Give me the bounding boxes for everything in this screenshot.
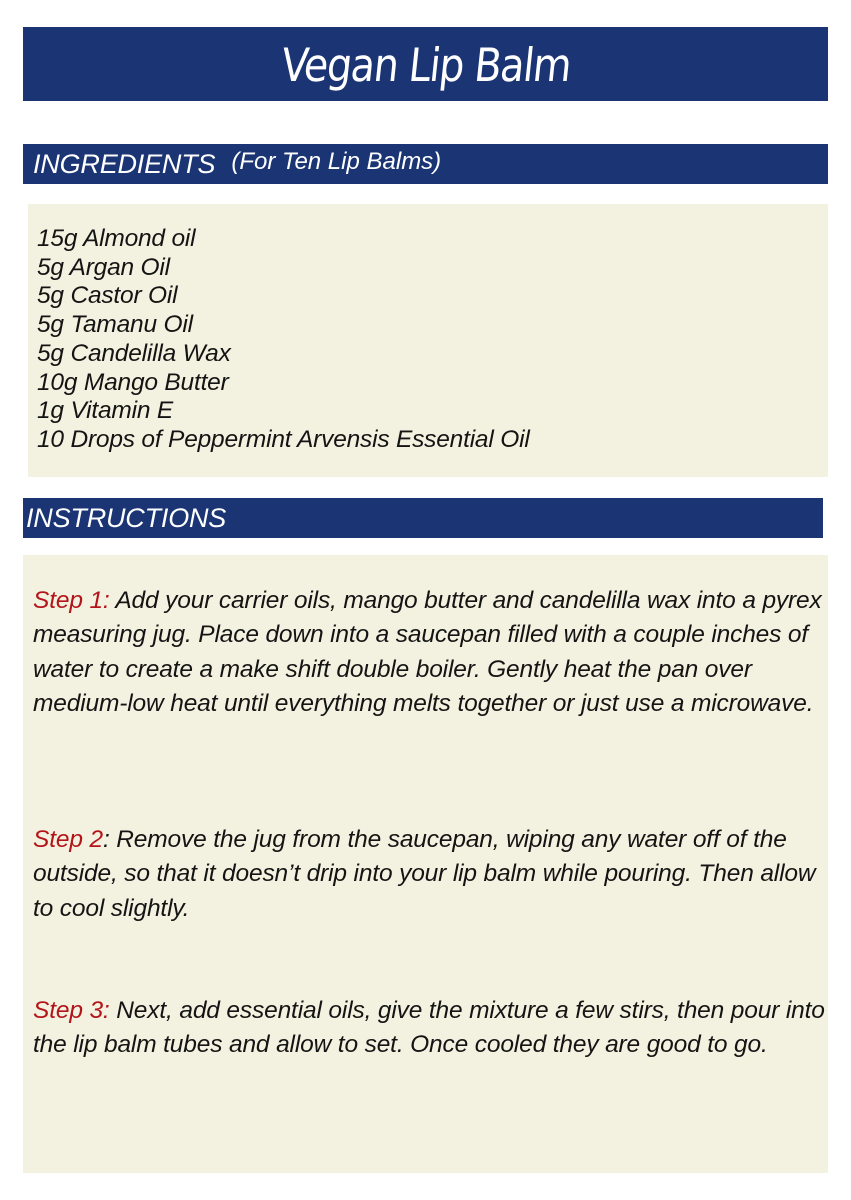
ingredient-item: 5g Castor Oil <box>37 282 178 310</box>
ingredients-panel <box>28 204 828 477</box>
step-2-text: : Remove the jug from the saucepan, wiping any water off of the outside, so that it doesn’t drip into your lip balm while pouring. Then allow to cool slightly. <box>33 826 816 922</box>
step-2-label: Step 2 <box>33 826 103 853</box>
instruction-step-3 <box>33 994 833 1063</box>
title-banner <box>23 27 828 101</box>
instructions-panel <box>23 555 828 1173</box>
ingredient-item: 15g Almond oil <box>37 225 196 252</box>
ingredient-list <box>37 225 530 455</box>
ingredient-item: 5g Argan Oil <box>37 253 170 281</box>
ingredient-item: 10 Drops of Peppermint Arvensis Essential Oil <box>37 425 530 453</box>
step-3-label: Step 3: <box>33 997 110 1024</box>
ingredients-heading: INGREDIENTS <box>33 148 216 179</box>
ingredient-item: 5g Tamanu Oil <box>37 311 193 339</box>
step-3-text: Next, add essential oils, give the mixture a few stirs, then pour into the lip balm tubes and allow to set. Once cooled they are good to go. <box>33 997 825 1059</box>
page-title: Vegan Lip Balm <box>278 38 573 92</box>
ingredient-item: 10g Mango Butter <box>37 368 229 396</box>
step-1-label: Step 1: <box>33 587 110 614</box>
instruction-step-2 <box>33 823 833 926</box>
step-1-text: Add your carrier oils, mango butter and candelilla wax into a pyrex measuring jug. Place down into a saucepan filled with a couple inches of water to create a make shift double boiler. Gently heat the pan over medium-low heat until everything melts together or just use a microwave. <box>33 587 822 717</box>
instruction-step-1 <box>33 584 833 721</box>
ingredients-header <box>23 144 828 184</box>
instructions-header <box>23 498 823 538</box>
instructions-heading: INSTRUCTIONS <box>26 502 227 533</box>
ingredients-subheading: (For Ten Lip Balms) <box>231 148 442 175</box>
ingredient-item: 1g Vitamin E <box>37 397 174 425</box>
ingredient-item: 5g Candelilla Wax <box>37 339 231 367</box>
